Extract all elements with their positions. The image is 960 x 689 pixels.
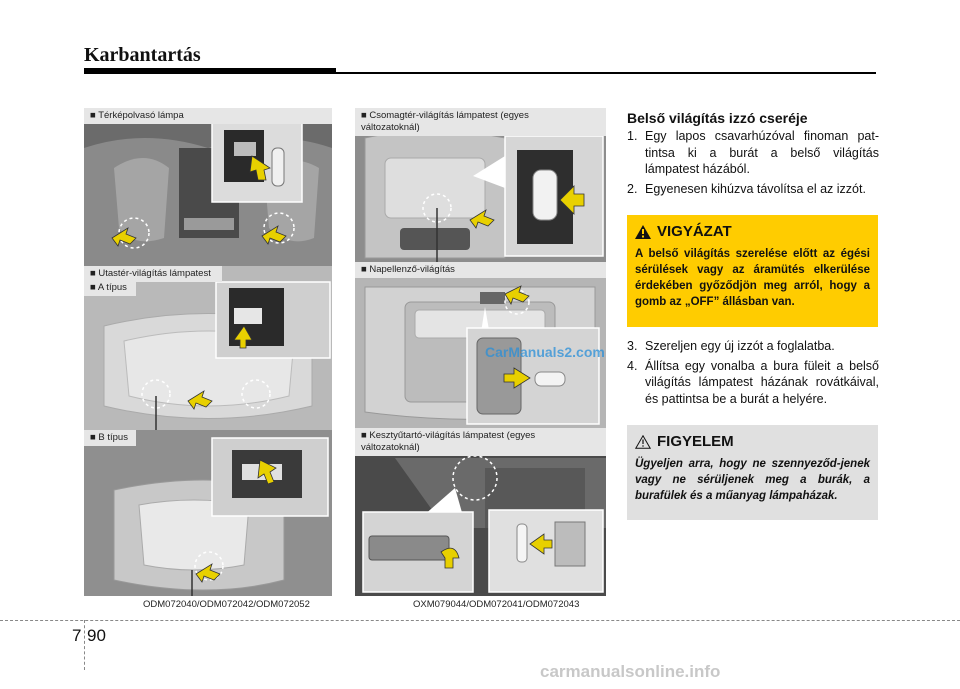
photo-label: ■ Térképolvasó lámpa (84, 108, 332, 124)
footer-divider (0, 620, 960, 621)
step-text: Egy lapos csavarhúzóval finoman pat-tintsa ki a burát a belső világítás lámpatest házából. (645, 129, 879, 176)
middle-photo-column (355, 108, 606, 596)
photo-label: ■ Napellenző-világítás (355, 262, 606, 278)
warning-box (627, 215, 878, 327)
header-rule-thick (84, 68, 336, 74)
photo-label: ■ B típus (84, 430, 136, 446)
step-text: Egyenesen kihúzva távolítsa el az izzót. (645, 181, 866, 196)
middle-image-code: OXM079044/ODM072041/ODM072043 (413, 599, 580, 610)
page-number: 90 (87, 626, 106, 645)
step-text: Állítsa egy vonalba a bura füleit a belső világítás lámpatest házának rovátkáival, és pattintsa be a burát a helyére. (645, 358, 879, 406)
photo-trunk-lamp (355, 108, 606, 262)
warning-text: A belső világítás szerelése előtt az égési sérülések vagy az áramütés elkerülése érdekében győződjön meg arról, hogy a gomb az „OFF” állásban van. (635, 248, 870, 308)
caution-triangle-icon (635, 435, 651, 449)
step-item (627, 358, 879, 408)
step-item (627, 338, 879, 355)
photo-label: ■ Kesztyűtartó-világítás lámpatest (egyes változatoknál) (355, 428, 606, 456)
left-photo-column (84, 108, 332, 596)
left-image-code: ODM072040/ODM072042/ODM072052 (143, 599, 310, 610)
steps-list-a (627, 128, 879, 200)
photo-label: ■ Csomagtér-világítás lámpatest (egyes változatoknál) (355, 108, 606, 136)
section-title: Belső világítás izzó cseréje (627, 110, 808, 126)
photo-sublabel: ■ A típus (84, 280, 136, 296)
photo-glovebox-lamp (355, 428, 606, 596)
photo-room-lamp-type-b (84, 430, 332, 596)
step-number: 4. (627, 358, 638, 373)
footer-vertical-divider (84, 620, 85, 670)
step-item (627, 181, 879, 198)
notice-box (627, 425, 878, 520)
chapter-number: 7 (72, 626, 82, 645)
step-text: Szereljen egy új izzót a foglalatba. (645, 339, 835, 353)
steps-list-b (627, 338, 879, 410)
overlay-watermark: CarManuals2.com (485, 344, 605, 360)
step-number: 1. (627, 129, 638, 143)
photo-map-lamp (84, 108, 332, 266)
warning-triangle-icon (635, 225, 651, 239)
footer-watermark: carmanualsonline.info (540, 662, 721, 681)
notice-title: FIGYELEM (657, 433, 734, 450)
step-number: 2. (627, 181, 638, 196)
step-item (627, 128, 879, 178)
page-header-title: Karbantartás (84, 44, 201, 66)
header-rule-thin (336, 72, 876, 74)
photo-label: ■ Utastér-világítás lámpatest (84, 266, 222, 282)
notice-text: Ügyeljen arra, hogy ne szennyeződ-jenek vagy ne sérüljenek meg a burák, a burafülek és a műanyag lámpaházak. (635, 458, 870, 502)
photo-room-lamp-type-a (84, 266, 332, 430)
step-number: 3. (627, 339, 638, 353)
warning-title: VIGYÁZAT (657, 223, 732, 240)
